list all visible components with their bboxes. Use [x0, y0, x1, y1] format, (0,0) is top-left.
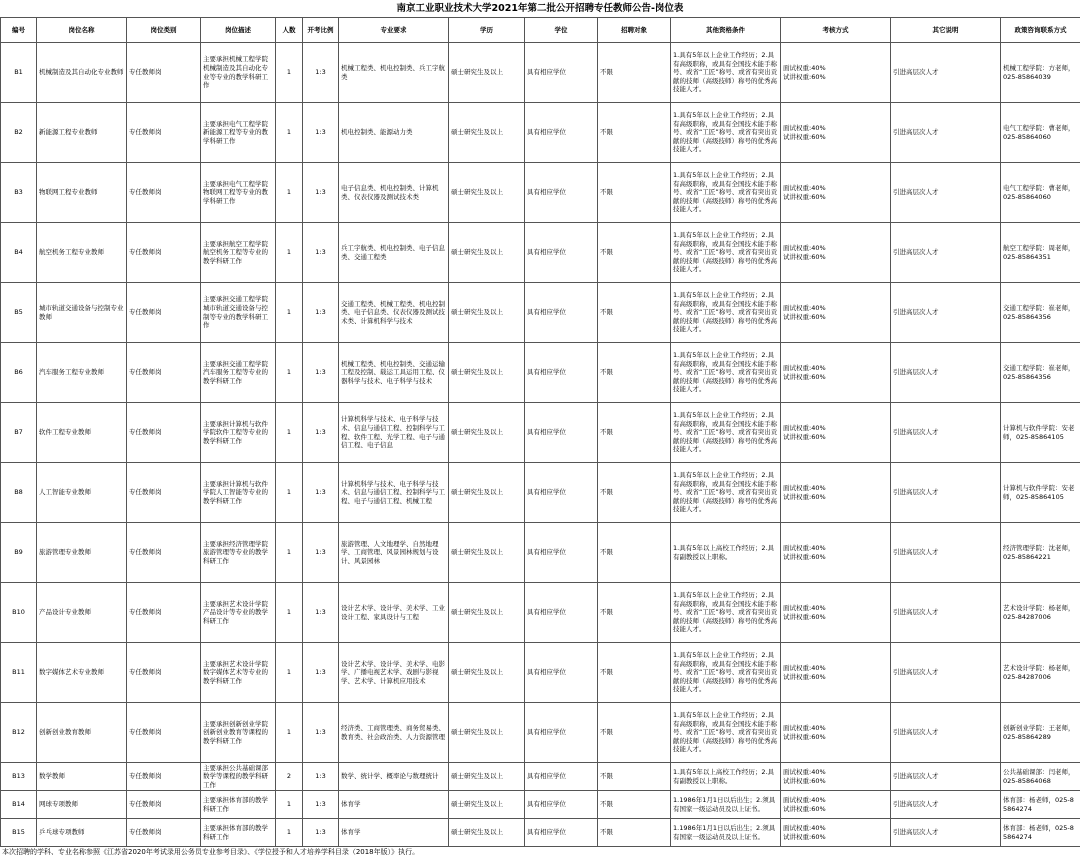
cell-count: 1 [276, 819, 303, 847]
cell-major: 体育学 [339, 819, 449, 847]
cell-category: 专任教师岗 [127, 463, 201, 523]
table-row [1, 403, 1080, 463]
cell-target: 不限 [598, 643, 671, 703]
cell-ratio: 1:3 [303, 163, 339, 223]
cell-contact: 航空工程学院：周老师，025-85864351 [1001, 223, 1080, 283]
cell-degree: 具有相应学位 [525, 283, 598, 343]
header-cell: 岗位名称 [37, 18, 127, 43]
cell-assess: 面试权重:40% 试讲权重:60% [781, 403, 891, 463]
cell-desc: 主要承担公共基础课部数学等课程的教学科研工作 [201, 763, 276, 791]
cell-edu: 硕士研究生及以上 [449, 343, 525, 403]
cell-assess: 面试权重:40% 试讲权重:60% [781, 819, 891, 847]
cell-contact: 计算机与软件学院：安老师，025-85864105 [1001, 463, 1080, 523]
cell-other: 1.1986年1月1日以后出生；2.须具有国家一级运动员及以上证书。 [671, 791, 781, 819]
cell-edu: 硕士研究生及以上 [449, 583, 525, 643]
cell-contact: 机械工程学院：方老师，025-85864039 [1001, 43, 1080, 103]
cell-note: 引进高层次人才 [891, 223, 1001, 283]
cell-ratio: 1:3 [303, 103, 339, 163]
table-row [1, 523, 1080, 583]
cell-name: 汽车服务工程专业教师 [37, 343, 127, 403]
cell-note: 引进高层次人才 [891, 643, 1001, 703]
header-cell: 岗位类别 [127, 18, 201, 43]
cell-count: 1 [276, 163, 303, 223]
table-row [1, 643, 1080, 703]
header-cell: 招聘对象 [598, 18, 671, 43]
cell-other: 1.具有5年以上企业工作经历；2.具有高级职称，或具有全国技术能手称号、或省“工匠”称号、或省有突出贡献的技师（高级技师）称号的优秀高技能人才。 [671, 343, 781, 403]
cell-ratio: 1:3 [303, 403, 339, 463]
table-row [1, 791, 1080, 819]
table-row [1, 103, 1080, 163]
header-cell: 考核方式 [781, 18, 891, 43]
cell-edu: 硕士研究生及以上 [449, 43, 525, 103]
cell-major: 计算机科学与技术、电子科学与技术、信息与通信工程、控制科学与工程、电子与通信工程、机械工程 [339, 463, 449, 523]
cell-contact: 创新创业学院：王老师，025-85864289 [1001, 703, 1080, 763]
cell-id: B4 [1, 223, 37, 283]
cell-desc: 主要承担交通工程学院城市轨道交通设备与控制等专业的教学科研工作 [201, 283, 276, 343]
cell-other: 1.具有5年以上企业工作经历；2.具有高级职称，或具有全国技术能手称号、或省“工匠”称号、或省有突出贡献的技师（高级技师）称号的优秀高技能人才。 [671, 283, 781, 343]
table-row [1, 43, 1080, 103]
cell-id: B2 [1, 103, 37, 163]
cell-count: 1 [276, 643, 303, 703]
cell-degree: 具有相应学位 [525, 463, 598, 523]
cell-desc: 主要承担计算机与软件学院人工智能等专业的教学科研工作 [201, 463, 276, 523]
cell-desc: 主要承担计算机与软件学院软件工程等专业的教学科研工作 [201, 403, 276, 463]
table-row [1, 583, 1080, 643]
cell-other: 1.具有5年以上高校工作经历；2.具有副教授以上职称。 [671, 763, 781, 791]
cell-desc: 主要承担电气工程学院新能源工程等专业的教学科研工作 [201, 103, 276, 163]
cell-ratio: 1:3 [303, 343, 339, 403]
cell-count: 1 [276, 463, 303, 523]
cell-id: B9 [1, 523, 37, 583]
cell-name: 新能源工程专业教师 [37, 103, 127, 163]
cell-degree: 具有相应学位 [525, 343, 598, 403]
cell-degree: 具有相应学位 [525, 703, 598, 763]
cell-note: 引进高层次人才 [891, 283, 1001, 343]
cell-ratio: 1:3 [303, 523, 339, 583]
cell-major: 交通工程类、机械工程类、机电控制类、电子信息类、仪表仪器及测试技术类、计算机科学与技术 [339, 283, 449, 343]
header-cell: 政策咨询联系方式 [1001, 18, 1080, 43]
cell-target: 不限 [598, 283, 671, 343]
header-cell: 开考比例 [303, 18, 339, 43]
cell-ratio: 1:3 [303, 463, 339, 523]
cell-id: B13 [1, 763, 37, 791]
cell-name: 航空机务工程专业教师 [37, 223, 127, 283]
header-cell: 学历 [449, 18, 525, 43]
cell-assess: 面试权重:40% 试讲权重:60% [781, 223, 891, 283]
cell-major: 机电控制类、能源动力类 [339, 103, 449, 163]
cell-id: B5 [1, 283, 37, 343]
cell-other: 1.具有5年以上企业工作经历；2.具有高级职称，或具有全国技术能手称号、或省“工匠”称号、或省有突出贡献的技师（高级技师）称号的优秀高技能人才。 [671, 103, 781, 163]
cell-category: 专任教师岗 [127, 523, 201, 583]
cell-assess: 面试权重:40% 试讲权重:60% [781, 43, 891, 103]
cell-note: 引进高层次人才 [891, 583, 1001, 643]
cell-edu: 硕士研究生及以上 [449, 463, 525, 523]
cell-note: 引进高层次人才 [891, 463, 1001, 523]
cell-id: B6 [1, 343, 37, 403]
cell-count: 1 [276, 283, 303, 343]
cell-category: 专任教师岗 [127, 763, 201, 791]
header-cell: 学位 [525, 18, 598, 43]
cell-count: 1 [276, 103, 303, 163]
page-title: 南京工业职业技术大学2021年第二批公开招聘专任教师公告-岗位表 [0, 0, 1080, 17]
cell-edu: 硕士研究生及以上 [449, 819, 525, 847]
cell-ratio: 1:3 [303, 643, 339, 703]
cell-name: 人工智能专业教师 [37, 463, 127, 523]
cell-target: 不限 [598, 703, 671, 763]
cell-major: 电子信息类、机电控制类、计算机类、仪表仪器及测试技术类 [339, 163, 449, 223]
cell-target: 不限 [598, 583, 671, 643]
table-body [1, 43, 1080, 847]
cell-name: 机械制造及其自动化专业教师 [37, 43, 127, 103]
cell-desc: 主要承担经济管理学院旅游管理等专业的教学科研工作 [201, 523, 276, 583]
cell-category: 专任教师岗 [127, 791, 201, 819]
cell-major: 计算机科学与技术、电子科学与技术、信息与通信工程、控制科学与工程、软件工程、光学工程、电子与通信工程、电子信息 [339, 403, 449, 463]
cell-contact: 交通工程学院：崔老师，025-85864356 [1001, 283, 1080, 343]
cell-other: 1.具有5年以上企业工作经历；2.具有高级职称，或具有全国技术能手称号、或省“工匠”称号、或省有突出贡献的技师（高级技师）称号的优秀高技能人才。 [671, 43, 781, 103]
cell-desc: 主要承担艺术设计学院数字媒体艺术等专业的教学科研工作 [201, 643, 276, 703]
cell-major: 经济类、工商管理类、商务贸易类、教育类、社会政治类、人力资源管理 [339, 703, 449, 763]
cell-ratio: 1:3 [303, 283, 339, 343]
cell-name: 软件工程专业教师 [37, 403, 127, 463]
cell-category: 专任教师岗 [127, 223, 201, 283]
cell-count: 1 [276, 223, 303, 283]
cell-major: 机械工程类、机电控制类、交通运输工程及控制、载运工具运用工程、仪器科学与技术、电子科学与技术 [339, 343, 449, 403]
cell-count: 1 [276, 523, 303, 583]
cell-ratio: 1:3 [303, 763, 339, 791]
cell-major: 设计艺术学、设计学、美术学、电影学、广播电视艺术学、戏剧与影视学、艺术学、计算机应用技术 [339, 643, 449, 703]
header-cell: 岗位描述 [201, 18, 276, 43]
cell-contact: 艺术设计学院：杨老师，025-84287006 [1001, 583, 1080, 643]
cell-name: 数字媒体艺术专业教师 [37, 643, 127, 703]
cell-other: 1.具有5年以上企业工作经历；2.具有高级职称，或具有全国技术能手称号、或省“工匠”称号、或省有突出贡献的技师（高级技师）称号的优秀高技能人才。 [671, 643, 781, 703]
cell-edu: 硕士研究生及以上 [449, 163, 525, 223]
cell-count: 1 [276, 43, 303, 103]
cell-degree: 具有相应学位 [525, 791, 598, 819]
table-row [1, 463, 1080, 523]
cell-other: 1.1986年1月1日以后出生；2.须具有国家一级运动员及以上证书。 [671, 819, 781, 847]
cell-contact: 交通工程学院：崔老师，025-85864356 [1001, 343, 1080, 403]
cell-category: 专任教师岗 [127, 703, 201, 763]
cell-target: 不限 [598, 343, 671, 403]
cell-name: 数学教师 [37, 763, 127, 791]
cell-id: B3 [1, 163, 37, 223]
cell-assess: 面试权重:40% 试讲权重:60% [781, 763, 891, 791]
cell-target: 不限 [598, 163, 671, 223]
cell-id: B12 [1, 703, 37, 763]
cell-count: 1 [276, 703, 303, 763]
cell-count: 1 [276, 343, 303, 403]
cell-target: 不限 [598, 463, 671, 523]
cell-edu: 硕士研究生及以上 [449, 103, 525, 163]
cell-edu: 硕士研究生及以上 [449, 283, 525, 343]
cell-target: 不限 [598, 403, 671, 463]
cell-note: 引进高层次人才 [891, 343, 1001, 403]
cell-id: B15 [1, 819, 37, 847]
cell-edu: 硕士研究生及以上 [449, 523, 525, 583]
cell-assess: 面试权重:40% 试讲权重:60% [781, 283, 891, 343]
cell-contact: 计算机与软件学院：安老师，025-85864105 [1001, 403, 1080, 463]
cell-desc: 主要承担机械工程学院机械制造及其自动化专业等专业的教学科研工作 [201, 43, 276, 103]
cell-target: 不限 [598, 763, 671, 791]
cell-name: 城市轨道交通设备与控制专业教师 [37, 283, 127, 343]
cell-target: 不限 [598, 819, 671, 847]
cell-contact: 经济管理学院：沈老师，025-85864221 [1001, 523, 1080, 583]
header-cell: 其他资格条件 [671, 18, 781, 43]
cell-category: 专任教师岗 [127, 343, 201, 403]
table-row [1, 703, 1080, 763]
cell-degree: 具有相应学位 [525, 163, 598, 223]
cell-edu: 硕士研究生及以上 [449, 763, 525, 791]
cell-desc: 主要承担电气工程学院物联网工程等专业的教学科研工作 [201, 163, 276, 223]
cell-degree: 具有相应学位 [525, 103, 598, 163]
cell-target: 不限 [598, 43, 671, 103]
cell-category: 专任教师岗 [127, 643, 201, 703]
cell-id: B14 [1, 791, 37, 819]
table-row [1, 343, 1080, 403]
cell-degree: 具有相应学位 [525, 583, 598, 643]
cell-note: 引进高层次人才 [891, 43, 1001, 103]
header-cell: 编号 [1, 18, 37, 43]
cell-note: 引进高层次人才 [891, 763, 1001, 791]
header-cell: 其它说明 [891, 18, 1001, 43]
cell-ratio: 1:3 [303, 819, 339, 847]
cell-assess: 面试权重:40% 试讲权重:60% [781, 703, 891, 763]
cell-category: 专任教师岗 [127, 163, 201, 223]
cell-other: 1.具有5年以上企业工作经历；2.具有高级职称，或具有全国技术能手称号、或省“工匠”称号、或省有突出贡献的技师（高级技师）称号的优秀高技能人才。 [671, 463, 781, 523]
header-cell: 人数 [276, 18, 303, 43]
cell-note: 引进高层次人才 [891, 791, 1001, 819]
cell-degree: 具有相应学位 [525, 223, 598, 283]
cell-other: 1.具有5年以上企业工作经历；2.具有高级职称，或具有全国技术能手称号、或省“工匠”称号、或省有突出贡献的技师（高级技师）称号的优秀高技能人才。 [671, 583, 781, 643]
cell-edu: 硕士研究生及以上 [449, 223, 525, 283]
cell-other: 1.具有5年以上高校工作经历；2.具有副教授以上职称。 [671, 523, 781, 583]
cell-major: 旅游管理、人文地理学、自然地理学、工商管理、风景园林规划与设计、风景园林 [339, 523, 449, 583]
table-row [1, 763, 1080, 791]
cell-category: 专任教师岗 [127, 403, 201, 463]
cell-ratio: 1:3 [303, 583, 339, 643]
cell-assess: 面试权重:40% 试讲权重:60% [781, 103, 891, 163]
cell-assess: 面试权重:40% 试讲权重:60% [781, 523, 891, 583]
cell-note: 引进高层次人才 [891, 403, 1001, 463]
cell-name: 旅游管理专业教师 [37, 523, 127, 583]
cell-assess: 面试权重:40% 试讲权重:60% [781, 791, 891, 819]
cell-desc: 主要承担交通工程学院汽车服务工程等专业的教学科研工作 [201, 343, 276, 403]
table-row [1, 223, 1080, 283]
cell-other: 1.具有5年以上企业工作经历；2.具有高级职称，或具有全国技术能手称号、或省“工匠”称号、或省有突出贡献的技师（高级技师）称号的优秀高技能人才。 [671, 703, 781, 763]
cell-desc: 主要承担体育部的教学科研工作 [201, 791, 276, 819]
cell-target: 不限 [598, 791, 671, 819]
cell-edu: 硕士研究生及以上 [449, 703, 525, 763]
position-table [0, 17, 1080, 847]
cell-note: 引进高层次人才 [891, 819, 1001, 847]
footnote: 本次招聘的学科、专业名称参照《江苏省2020年考试录用公务员专业参考目录》、《学位授予和人才培养学科目录（2018年版）》执行。 [0, 847, 1080, 857]
cell-degree: 具有相应学位 [525, 403, 598, 463]
cell-note: 引进高层次人才 [891, 523, 1001, 583]
cell-contact: 体育部：杨老师，025-85864274 [1001, 791, 1080, 819]
cell-desc: 主要承担创新创业学院创新创业教育等课程的教学科研工作 [201, 703, 276, 763]
cell-target: 不限 [598, 523, 671, 583]
cell-other: 1.具有5年以上企业工作经历；2.具有高级职称，或具有全国技术能手称号、或省“工匠”称号、或省有突出贡献的技师（高级技师）称号的优秀高技能人才。 [671, 223, 781, 283]
cell-name: 产品设计专业教师 [37, 583, 127, 643]
cell-target: 不限 [598, 103, 671, 163]
header-cell: 专业要求 [339, 18, 449, 43]
cell-major: 兵工宇航类、机电控制类、电子信息类、交通工程类 [339, 223, 449, 283]
cell-note: 引进高层次人才 [891, 103, 1001, 163]
cell-name: 创新创业教育教师 [37, 703, 127, 763]
cell-desc: 主要承担体育部的教学科研工作 [201, 819, 276, 847]
cell-id: B1 [1, 43, 37, 103]
cell-assess: 面试权重:40% 试讲权重:60% [781, 583, 891, 643]
cell-count: 1 [276, 583, 303, 643]
cell-count: 1 [276, 791, 303, 819]
cell-major: 机械工程类、机电控制类、兵工宇航类 [339, 43, 449, 103]
cell-contact: 体育部：杨老师，025-85864274 [1001, 819, 1080, 847]
cell-target: 不限 [598, 223, 671, 283]
cell-category: 专任教师岗 [127, 583, 201, 643]
cell-other: 1.具有5年以上企业工作经历；2.具有高级职称，或具有全国技术能手称号、或省“工匠”称号、或省有突出贡献的技师（高级技师）称号的优秀高技能人才。 [671, 403, 781, 463]
cell-count: 2 [276, 763, 303, 791]
cell-category: 专任教师岗 [127, 103, 201, 163]
cell-id: B8 [1, 463, 37, 523]
cell-major: 设计艺术学、设计学、美术学、工业设计工程、家具设计与工程 [339, 583, 449, 643]
cell-count: 1 [276, 403, 303, 463]
cell-assess: 面试权重:40% 试讲权重:60% [781, 463, 891, 523]
table-row [1, 163, 1080, 223]
cell-ratio: 1:3 [303, 43, 339, 103]
cell-major: 体育学 [339, 791, 449, 819]
cell-degree: 具有相应学位 [525, 643, 598, 703]
cell-degree: 具有相应学位 [525, 43, 598, 103]
cell-major: 数学、统计学、概率论与数理统计 [339, 763, 449, 791]
cell-degree: 具有相应学位 [525, 523, 598, 583]
cell-contact: 公共基础课部：闫老师，025-85864068 [1001, 763, 1080, 791]
cell-ratio: 1:3 [303, 223, 339, 283]
cell-category: 专任教师岗 [127, 283, 201, 343]
cell-contact: 电气工程学院：曹老师，025-85864060 [1001, 163, 1080, 223]
table-row [1, 283, 1080, 343]
cell-name: 物联网工程专业教师 [37, 163, 127, 223]
cell-contact: 艺术设计学院：杨老师，025-84287006 [1001, 643, 1080, 703]
cell-name: 网球专项教师 [37, 791, 127, 819]
cell-assess: 面试权重:40% 试讲权重:60% [781, 343, 891, 403]
cell-edu: 硕士研究生及以上 [449, 643, 525, 703]
cell-desc: 主要承担艺术设计学院产品设计等专业的教学科研工作 [201, 583, 276, 643]
cell-note: 引进高层次人才 [891, 163, 1001, 223]
cell-name: 乒乓球专项教师 [37, 819, 127, 847]
cell-id: B7 [1, 403, 37, 463]
cell-note: 引进高层次人才 [891, 703, 1001, 763]
cell-desc: 主要承担航空工程学院航空机务工程等专业的教学科研工作 [201, 223, 276, 283]
cell-id: B11 [1, 643, 37, 703]
cell-category: 专任教师岗 [127, 819, 201, 847]
cell-category: 专任教师岗 [127, 43, 201, 103]
cell-assess: 面试权重:40% 试讲权重:60% [781, 163, 891, 223]
cell-degree: 具有相应学位 [525, 763, 598, 791]
cell-contact: 电气工程学院：曹老师，025-85864060 [1001, 103, 1080, 163]
cell-ratio: 1:3 [303, 791, 339, 819]
cell-edu: 硕士研究生及以上 [449, 403, 525, 463]
cell-other: 1.具有5年以上企业工作经历；2.具有高级职称，或具有全国技术能手称号、或省“工匠”称号、或省有突出贡献的技师（高级技师）称号的优秀高技能人才。 [671, 163, 781, 223]
cell-degree: 具有相应学位 [525, 819, 598, 847]
cell-assess: 面试权重:40% 试讲权重:60% [781, 643, 891, 703]
cell-ratio: 1:3 [303, 703, 339, 763]
table-header-row [1, 18, 1080, 43]
cell-edu: 硕士研究生及以上 [449, 791, 525, 819]
cell-id: B10 [1, 583, 37, 643]
